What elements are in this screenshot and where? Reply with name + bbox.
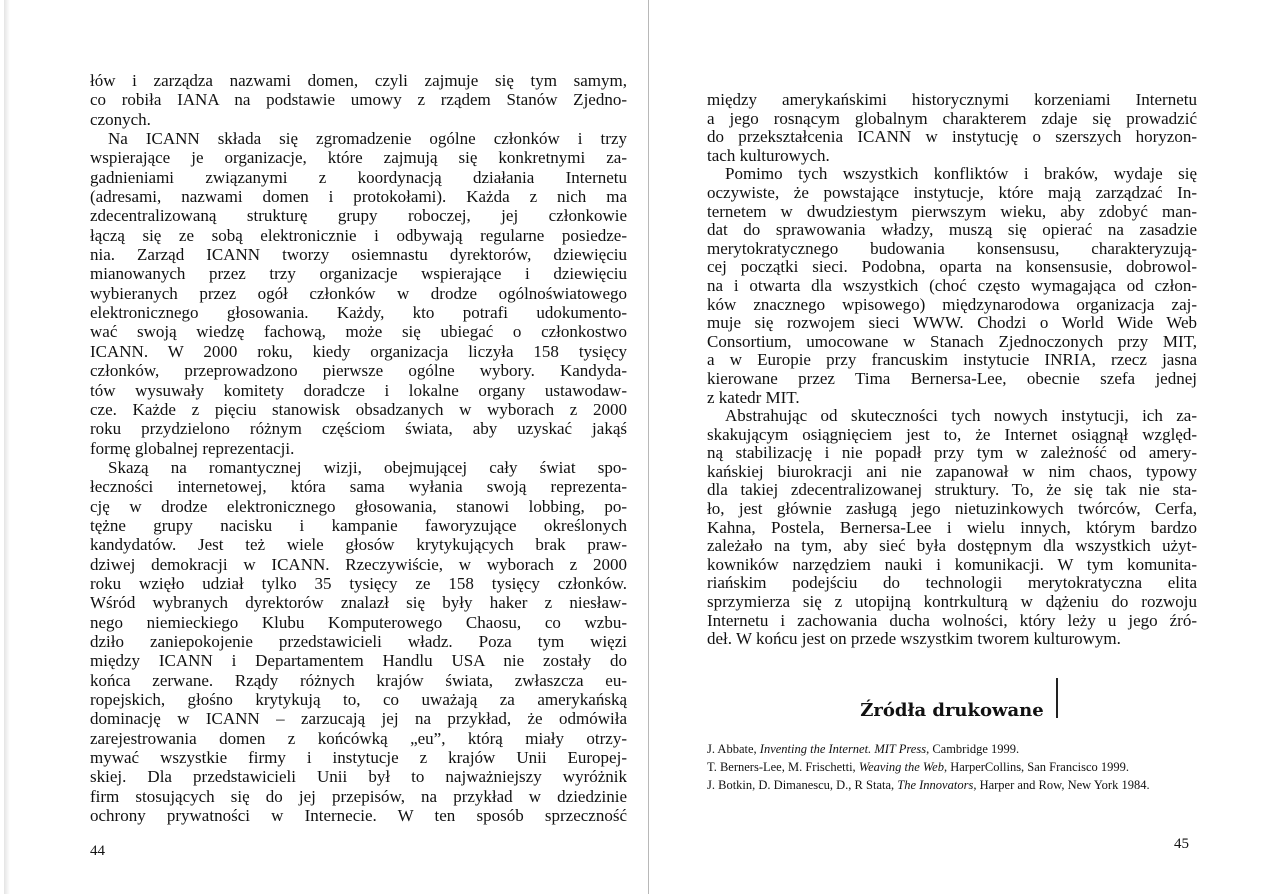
text-line: mianowanych przez trzy organizacje wspierające i dziewięciu — [90, 264, 627, 284]
text-line: tężne grupy nacisku i kampanie faworyzujące określonych — [90, 515, 627, 535]
reference-item — [707, 776, 1197, 794]
reference-title: Weaving the Web — [858, 760, 944, 774]
text-line: wybieranych przez ogół członków w drodze ogólnoświatowego — [90, 283, 627, 303]
reference-text: , Harper and Row, New York 1984. — [973, 778, 1150, 792]
text-line: tów wysuwały komitety doradcze i lokalne organy ustawodaw- — [90, 380, 627, 400]
paragraph — [707, 91, 1197, 165]
text-line: merytokratycznego budowania konsensusu, charakteryzują- — [707, 239, 1197, 258]
text-line: deł. W końcu jest on przede wszystkim tworem kulturowym. — [707, 630, 1121, 649]
text-line: wspierające je organizacje, które zajmują się konkretnymi za- — [90, 148, 627, 168]
reference-item — [707, 740, 1197, 758]
text-line: cej początki sieci. Podobna, oparta na konsensusie, dobrowol- — [707, 258, 1197, 277]
text-line: do przekształcenia ICANN w instytucję o szerszych horyzon- — [707, 128, 1197, 147]
text-line: Skazą na romantycznej wizji, obejmującej cały świat spo- — [108, 457, 627, 477]
text-line: ną stabilizację i nie popadł przy tym w zależność od amery- — [707, 444, 1197, 463]
reference-item — [707, 758, 1197, 776]
paragraph — [707, 165, 1197, 407]
reference-title: Inventing the Internet. MIT Press — [759, 742, 927, 756]
text-line: roku przydzielono różnym częściom świata, aby uzyskać jakąś — [90, 419, 627, 439]
section-heading: Źródła drukowane — [860, 700, 1044, 721]
text-line: z katedr MIT. — [707, 388, 800, 407]
text-line: łów i zarządza nazwami domen, czyli zajmuje się tym samym, — [90, 71, 627, 90]
text-line: co robiła IANA na podstawie umowy z rządem Stanów Zjedno- — [90, 90, 627, 110]
text-line: oczywiste, że powstające instytucje, które mają zarządzać In- — [707, 183, 1197, 202]
text-line: skakującym osiągnięciem jest to, że Internet osiągnął względ- — [707, 425, 1197, 444]
text-line: zdecentralizowaną strukturę grupy roboczej, jej członkowie — [90, 206, 627, 226]
text-line: a jego rosnącym globalnym charakterem zdaje się prowadzić — [707, 109, 1197, 128]
text-line: dat do sprawowania władzy, muszą się opierać na zasadzie — [707, 221, 1197, 240]
text-line: riańskim podejściu do technologii merytokratyczna elita — [707, 574, 1197, 593]
text-line: zależało na tym, aby sieć była dostępnym dla wszystkich użyt- — [707, 537, 1197, 556]
text-line: między amerykańskimi historycznymi korzeniami Internetu — [707, 91, 1197, 109]
text-line: nego niemieckiego Klubu Komputerowego Chaosu, co wzbu- — [90, 612, 627, 632]
text-line: tach kulturowych. — [707, 146, 830, 165]
text-line: ropejskich, głośno krytykują to, co uważają za amerykańską — [90, 690, 627, 709]
text-line: między ICANN i Departamentem Handlu USA nie zostały do — [90, 651, 627, 671]
text-line: kowników narzędziem nauki i komunikacji. W tym komunita- — [707, 555, 1197, 574]
text-line: sprzymierza się z utopijną kontrkulturą w dążeniu do rozwoju — [707, 593, 1197, 612]
reference-text: , HarperCollins, San Francisco 1999. — [943, 760, 1130, 774]
text-line: Internetu i zachowania ducha wolności, który leży u jego źró- — [707, 611, 1197, 630]
text-line: wać swoją wiedzę fachową, może się ubiegać o członkostwo — [90, 322, 627, 342]
reference-list — [707, 740, 1197, 794]
text-line: dziwej demokracji w ICANN. Rzeczywiście, w wyborach z 2000 — [90, 554, 627, 574]
text-line: dominację w ICANN – zarzucają jej na przykład, że odmówiła — [90, 709, 627, 729]
text-line: ków znacznego wpisowego) międzynarodowa organizacja zaj- — [707, 295, 1197, 314]
text-line: mywać wszystkie firmy i instytucje z krajów Unii Europej- — [90, 748, 627, 768]
text-line: formę globalnej reprezentacji. — [90, 438, 295, 458]
text-line: skiej. Dla przedstawicieli Unii był to najważniejszy wyróżnik — [90, 767, 627, 787]
text-line: nia. Zarząd ICANN tworzy osiemnastu dyrektorów, dziewięciu — [90, 245, 627, 265]
text-line: muje się rozwojem sieci WWW. Chodzi o World Wide Web — [707, 314, 1197, 333]
paragraph — [707, 407, 1197, 649]
reference-text: J. Botkin, D. Dimanescu, D., R Stata, — [707, 778, 898, 792]
text-line: łączą się ze sobą elektronicznie i odbywają regularne posiedze- — [90, 225, 627, 245]
text-line: dla takiej zdecentralizowanej struktury. To, że się tak nie sta- — [707, 481, 1197, 500]
text-line: końca zerwane. Rządy różnych krajów świata, zwłaszcza eu- — [90, 670, 627, 690]
paragraph — [90, 71, 627, 129]
text-line: zarejestrowania domen z końcówką „eu”, którą miały otrzy- — [90, 728, 627, 748]
text-line: cze. Każde z pięciu stanowisk obsadzanych w wyborach z 2000 — [90, 399, 627, 419]
page-number-right: 45 — [1174, 836, 1189, 852]
text-line: elektronicznego głosowania. Każdy, kto potrafi udokumento- — [90, 303, 627, 323]
reference-text: T. Berners-Lee, M. Frischetti, — [707, 760, 859, 774]
text-line: Wśród wybranych dyrektorów znalazł się były haker z niesław- — [90, 593, 627, 613]
reference-text: J. Abbate, — [707, 742, 760, 756]
text-line: Na ICANN składa się zgromadzenie ogólne członków i trzy — [108, 129, 627, 149]
text-line: kańskiej biurokracji ani nie zapanował w nim chaos, typowy — [707, 462, 1197, 481]
text-line: firm stosujących się do jej przepisów, na przykład w dziedzinie — [90, 786, 627, 806]
text-line: członków, przeprowadzono pierwsze ogólne wybory. Kandyda- — [90, 361, 627, 381]
text-line: łeczności internetowej, która sama wyłania swoją reprezenta- — [90, 477, 627, 497]
text-line: (adresami, nazwami domen i protokołami). Każda z nich ma — [90, 187, 627, 207]
reference-text: , Cambridge 1999. — [926, 742, 1020, 756]
page-number-left: 44 — [90, 843, 105, 859]
book-gutter-line — [648, 0, 649, 894]
text-line: ternetem w dwudziestym pierwszym wieku, aby zdobyć man- — [707, 202, 1197, 221]
paragraph — [90, 458, 627, 826]
text-line: a w Europie przy francuskim instytucie INRIA, rzecz jasna — [707, 351, 1197, 370]
text-line: ło, jest głównie zasługą jego nietuzinkowych twórców, Cerfa, — [707, 500, 1197, 519]
text-line: kandydatów. Jest też wiele głosów krytykujących brak praw- — [90, 535, 627, 555]
text-line: roku wzięło udział tylko 35 tysięcy ze 158 tysięcy członków. — [90, 573, 627, 593]
right-page-body — [707, 91, 1197, 649]
text-line: ochrony prywatności w Internecie. W ten sposób sprzeczność — [90, 806, 627, 826]
text-line: na i otwarta dla wszystkich (choć często wymagająca od człon- — [707, 276, 1197, 295]
text-line: ICANN. W 2000 roku, kiedy organizacja liczyła 158 tysięcy — [90, 341, 627, 361]
text-line: Abstrahując od skuteczności tych nowych instytucji, ich za- — [725, 407, 1197, 426]
text-line: dziło zaniepokojenie przedstawicieli władz. Poza tym więzi — [90, 631, 627, 651]
reference-title: The Innovators — [897, 778, 974, 792]
text-line: Kahna, Postela, Bernersa-Lee i wielu innych, którym bardzo — [707, 518, 1197, 537]
left-page-body — [90, 71, 627, 825]
paragraph — [90, 129, 627, 458]
text-line: kierowane przez Tima Bernersa-Lee, obecnie szefa jednej — [707, 369, 1197, 388]
text-line: cję w drodze elektronicznego głosowania, stanowi lobbing, po- — [90, 496, 627, 516]
text-line: Pomimo tych wszystkich konfliktów i braków, wydaje się — [725, 165, 1197, 184]
text-line: gadnieniami związanymi z koordynacją działania Internetu — [90, 167, 627, 187]
text-line: Consortium, umocowane w Stanach Zjednoczonych przy MIT, — [707, 332, 1197, 351]
scan-edge-shadow — [4, 0, 10, 894]
text-line: czonych. — [90, 109, 151, 129]
